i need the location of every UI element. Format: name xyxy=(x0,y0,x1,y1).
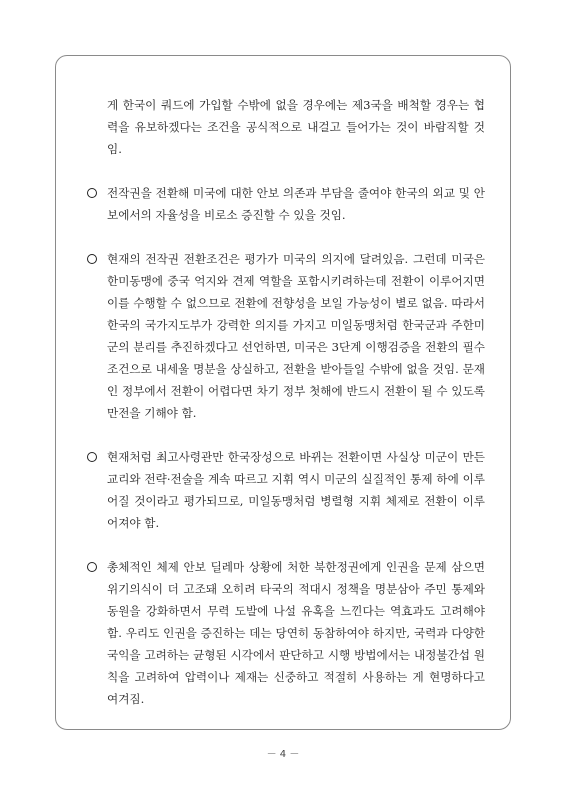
circle-bullet-icon xyxy=(87,452,97,462)
bullet-item-2 xyxy=(85,248,485,424)
bullet-item-3 xyxy=(85,446,485,534)
bullet-item-1 xyxy=(85,182,485,226)
bullet-text-3: 현재처럼 최고사령관만 한국장성으로 바뀌는 전환이면 사실상 미군이 만든 교리와 전략·전술을 계속 따르고 지휘 역시 미군의 실질적인 통제 하에 이루어질 것이라고 평가되므로, 미일동맹처럼 병렬형 지휘 체제로 전환이 이루어져야 함. xyxy=(107,450,485,530)
bullet-item-4 xyxy=(85,556,485,710)
circle-bullet-icon xyxy=(87,188,97,198)
document-body xyxy=(85,94,485,732)
circle-bullet-icon xyxy=(87,562,97,572)
bullet-text-2: 현재의 전작권 전환조건은 평가가 미국의 의지에 달려있음. 그런데 미국은 한미동맹에 중국 억지와 견제 역할을 포함시키려하는데 전환이 이루어지면 이를 수행할 수 없으므로 전환에 전향성을 보일 가능성이 별로 없음. 따라서 한국의 국가지도부가 강력한 의지를 가지고 미일동맹처럼 한국군과 주한미군의 분리를 추진하겠다고 선언하면, 미국은 3단계 이행검증을 전환의 필수조건으로 내세울 명분을 상실하고, 전환을 받아들일 수밖에 없을 것임. 문재인 정부에서 전환이 어렵다면 차기 정부 첫해에 반드시 전환이 될 수 있도록 만전을 기해야 함. xyxy=(107,252,485,420)
page-number: － 4 － xyxy=(266,749,300,760)
bullet-text-1: 전작권을 전환해 미국에 대한 안보 의존과 부담을 줄여야 한국의 외교 및 안보에서의 자율성을 비로소 증진할 수 있을 것임. xyxy=(107,186,485,222)
circle-bullet-icon xyxy=(87,254,97,264)
bullet-text-4: 총체적인 체제 안보 딜레마 상황에 처한 북한정권에게 인권을 문제 삼으면 위기의식이 더 고조돼 오히려 타국의 적대시 정책을 명분삼아 주민 통제와 동원을 강화하면서 무력 도발에 나설 유혹을 느낀다는 역효과도 고려해야 함. 우리도 인권을 증진하는 데는 당연히 동참하여야 하지만, 국력과 다양한 국익을 고려하는 균형된 시각에서 판단하고 시행 방법에서는 내정불간섭 원칙을 고려하여 압력이나 제재는 신중하고 적절히 사용하는 게 현명하다고 여겨짐. xyxy=(107,560,485,706)
continuation-paragraph: 게 한국이 쿼드에 가입할 수밖에 없을 경우에는 제3국을 배척할 경우는 협력을 유보하겠다는 조건을 공식적으로 내걸고 들어가는 것이 바람직할 것임. xyxy=(107,98,485,156)
